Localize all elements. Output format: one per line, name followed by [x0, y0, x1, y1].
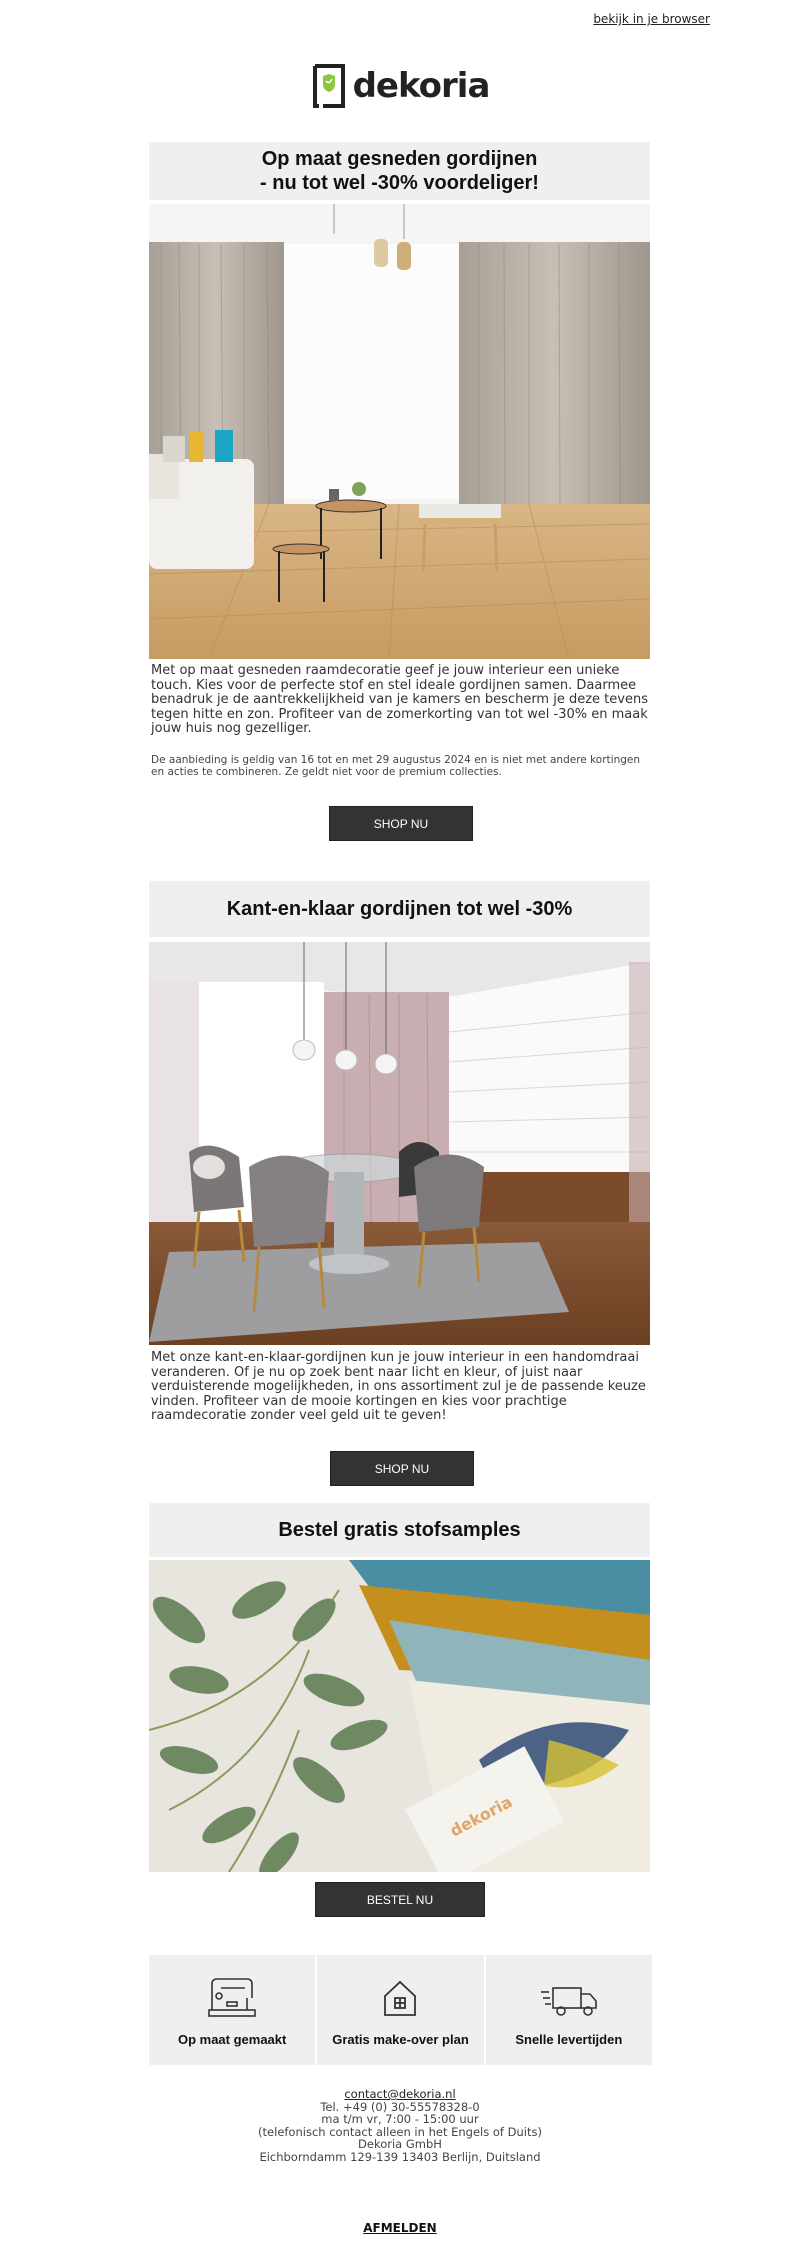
- footer-phone-note: (telefonisch contact alleen in het Engels of Duits): [258, 2124, 542, 2139]
- hero-image-fabric-samples[interactable]: [149, 1560, 650, 1872]
- section2-title-text: Kant-en-klaar gordijnen tot wel -30%: [226, 897, 573, 920]
- footer-hours: ma t/m vr, 7:00 - 15:00 uur: [321, 2112, 479, 2126]
- contact-email-link[interactable]: contact@dekoria.nl: [344, 2087, 456, 2101]
- view-in-browser-link[interactable]: bekijk in je browser: [593, 12, 710, 26]
- section-title-free-samples: [149, 1503, 650, 1557]
- footer: [0, 2088, 800, 2163]
- shop-now-button-ready-made[interactable]: SHOP NU: [330, 1451, 474, 1486]
- feature-label: Snelle levertijden: [515, 2032, 623, 2047]
- delivery-truck-icon: [539, 1982, 599, 2018]
- shop-now-button-custom[interactable]: SHOP NU: [329, 806, 473, 841]
- section-title-custom-curtains: [149, 142, 650, 200]
- feature-label: Op maat gemaakt: [177, 2032, 287, 2047]
- footer-phone: Tel. +49 (0) 30-55578328-0: [320, 2099, 480, 2114]
- feature-custom-made: [149, 1955, 315, 2065]
- section1-terms-note: De aanbieding is geldig van 16 tot en met 29 augustus 2024 en is niet met andere kortingen en acties te combineren. Ze geldt niet voor de premium collecties.: [151, 754, 641, 778]
- section-title-line2: - nu tot wel -30% voordeliger!: [260, 172, 539, 194]
- features-bar: [149, 1955, 652, 2065]
- house-icon: [382, 1978, 418, 2018]
- section1-body-text: Met op maat gesneden raamdecoratie geef je jouw interieur een unieke touch. Kies voor de perfecte stof en stel ideale gordijnen samen. Daarmee benadruk je de aantrekkelijkheid van je kamers en bescherm je deze tevens tegen hitte en zon. Profiteer van de zomerkorting van tot wel -30% en maak jouw huis nog gezelliger.: [151, 663, 648, 736]
- unsubscribe-link[interactable]: AFMELDEN: [363, 2221, 437, 2235]
- logo-text: dekoria: [352, 66, 490, 106]
- sample-card-logo-text: dekoria: [446, 1792, 516, 1841]
- section-title-ready-made: [149, 881, 650, 937]
- feature-label: Gratis make-over plan: [332, 2032, 469, 2047]
- section3-title-text: Bestel gratis stofsamples: [278, 1518, 521, 1541]
- feature-free-makeover-plan: [315, 1955, 483, 2065]
- hero-image-living-room[interactable]: [149, 204, 650, 659]
- hero-image-dining-room[interactable]: [149, 942, 650, 1345]
- section-title-line1: Op maat gesneden gordijnen: [261, 148, 538, 170]
- sewing-machine-icon: [207, 1974, 257, 2018]
- feature-fast-delivery: [484, 1955, 652, 2065]
- logo-mark-icon: [311, 64, 347, 108]
- footer-address: Eichborndamm 129-139 13403 Berlijn, Duitsland: [259, 2149, 541, 2164]
- section2-body-text: Met onze kant-en-klaar-gordijnen kun je jouw interieur in een handomdraai veranderen. Of je nu op zoek bent naar licht en kleur, of juist naar verduisterende mogelijkheden, in ons assortiment zul je de passende keuze vinden. Profiteer van de mooie kortingen en kies voor prachtige raamdecoratie zonder veel geld uit te geven!: [151, 1350, 646, 1423]
- footer-company: Dekoria GmbH: [358, 2137, 442, 2151]
- order-now-button-samples[interactable]: BESTEL NU: [315, 1882, 485, 1917]
- dekoria-logo[interactable]: [0, 64, 800, 108]
